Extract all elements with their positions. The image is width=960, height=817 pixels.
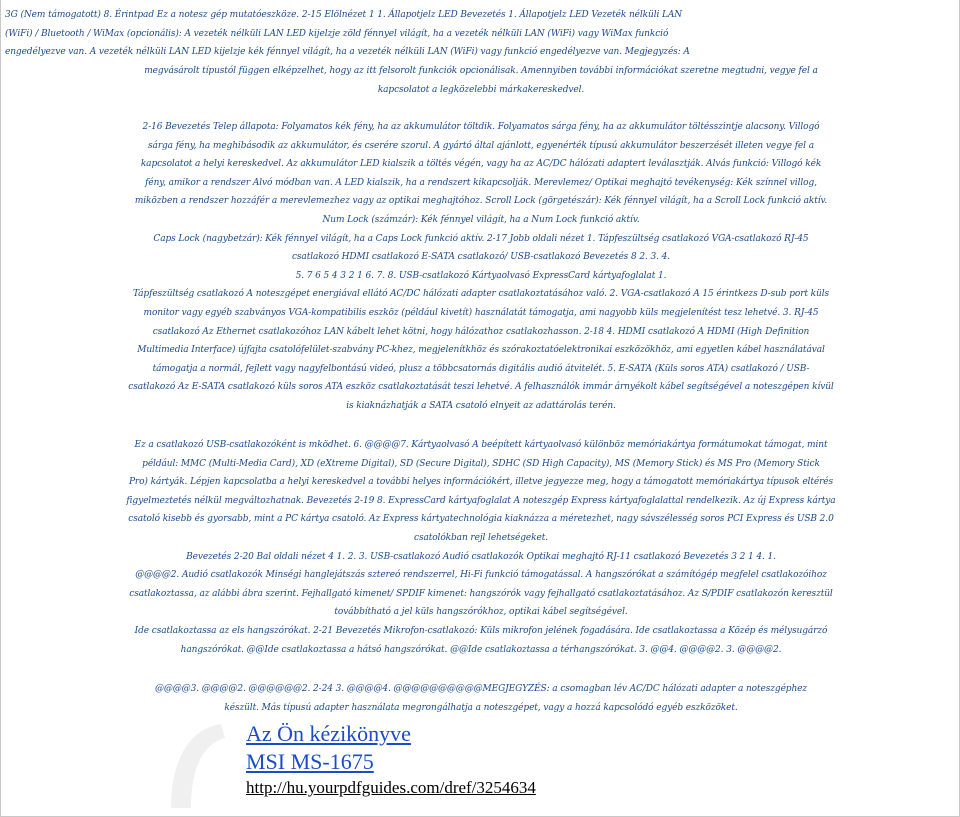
text-line: csatolókban rejl lehetségeket. (414, 532, 548, 543)
text-line: támogatja a normál, fejlett vagy nagyfelbontású videó, plusz a többcsatornás digitális audió átvitelét. 5. E-SATA (Küls soros ATA) csatlakozó / USB- (152, 363, 810, 374)
text-line: 3G (Nem támogatott) 8. Érintpad Ez a notesz gép mutatóeszköze. 2-15 Elölnézet 1 1. Állapotjelz LED Bevezetés 1. Állapotjelz LED Vezeték nélküli LAN (5, 10, 683, 20)
text-line: csatoló kisebb és gyorsabb, mint a PC kártya csatoló. Az Express kártyatechnológia kiaknázza a méretezhet, nagy sávszélesség soros PCI Express és USB 2.0 (128, 514, 834, 525)
text-line: figyelmeztetés nélkül megváltozhatnak. Bevezetés 2-19 8. ExpressCard kártyafoglalat A noteszgép Express kártyafoglalattal rendelkezik. Az új Express kártya (126, 495, 836, 506)
text-line: megvásárolt típustól függen elképzelhet, hogy az itt felsorolt funkciók opcionálisak. Amennyiben további információkat szeretne megtudni, vegye fel a (144, 66, 818, 76)
text-line: 5. 7 6 5 4 3 2 1 6. 7. 8. USB-csatlakozó Kártyaolvasó ExpressCard kártyafoglalat 1. (295, 270, 667, 281)
text-line: sárga fény, ha meghibásodik az akkumulátor, és cserére szorul. A gyártó által ajánlott, egyenérték típusú akkumulátor beszerzését illeten vegye fel a (148, 140, 814, 151)
text-line: is kiaknázhatják a SATA csatoló elnyeit az adattárolás terén. (346, 400, 616, 411)
text-line: csatlakozó Az Ethernet csatlakozóhoz LAN kábelt lehet kötni, hogy hálózathoz csatlakozhasson. 2-18 4. HDMI csatlakozó A HDMI (High Definition (152, 326, 810, 337)
manual-title-link[interactable]: Az Ön kézikönyve (246, 721, 411, 746)
text-line: Pro) kártyák. Lépjen kapcsolatba a helyi kereskedvel a további helyes információkért, illetve jegyezze meg, hogy a támogatott memóriakártya típusok eltérés (128, 477, 834, 488)
text-line: Ez a csatlakozó USB-csatlakozóként is mködhet. 6. @@@@7. Kártyaolvasó A beépített kártyaolvasó különböz memóriakártya formátumokat támogat, mint (134, 440, 828, 450)
text-line: hangszórókat. @@Ide csatlakoztassa a hátsó hangszórókat. @@Ide csatlakoztassa a térhangszórókat. 3. @@4. @@@@2. 3. @@@@2. (180, 644, 782, 655)
footer-links (246, 720, 536, 800)
paragraph-card-reader-audio (5, 436, 957, 659)
text-line: például: MMC (Multi-Media Card), XD (eXtreme Digital), SD (Secure Digital), SDHC (SD High Capacity), MS (Memory Stick) és MS Pro (Memory Stick (142, 458, 820, 469)
model-title-link[interactable]: MSI MS-1675 (246, 749, 374, 774)
text-line: miközben a rendszer hozzáfér a merevlemezhez vagy az optikai meghajtóhoz. Scroll Lock (görgetészár): Kék fénnyel világít, ha a Scroll Lock funkció aktív. (134, 196, 828, 207)
download-url-link[interactable]: http://hu.yourpdfguides.com/dref/3254634 (246, 778, 536, 797)
paragraph-battery-ports (5, 118, 957, 416)
text-line: Tápfeszültség csatlakozó A noteszgépet energiával ellátó AC/DC hálózati adapter csatlakoztatásához való. 2. VGA-csatlakozó A 15 érintkezs D-sub port küls (132, 289, 830, 300)
text-line: (WiFi) / Bluetooth / WiMax (opcionális): A vezeték nélküli LAN LED kijelzje zöld fénnyel világít, ha a vezeték nélküli LAN (WiFi) vagy WiMax funkció (5, 28, 669, 39)
text-line: továbbítható a jel küls hangszórókhoz, optikai kábel segítségével. (334, 607, 628, 618)
text-line: Caps Lock (nagybetzár): Kék fénnyel világít, ha a Caps Lock funkció aktív. 2-17 Jobb oldali nézet 1. Tápfeszültség csatlakozó VGA-csatlakozó RJ-45 (153, 233, 809, 244)
text-line: csatlakozó Az E-SATA csatlakozó küls soros ATA eszköz csatlakoztatását teszi lehetvé. A felhasználók immár árnyékolt kábel segítségével a noteszgépen kívül (128, 382, 834, 393)
text-line: Multimedia Interface) újfajta csatolófelület-szabvány PC-khez, megjelenítkhöz és szórakoztatóelektronikai eszközökhöz, ami egyetlen kábel használatával (137, 345, 825, 356)
text-line: Ide csatlakoztassa az els hangszórókat. 2-21 Bevezetés Mikrofon-csatlakozó: Küls mikrofon jelének fogadására. Ide csatlakoztassa a Közép és mélysugárzó (134, 625, 828, 636)
text-line: készült. Más típusú adapter használata megrongálhatja a noteszgépet, vagy a hozzá kapcsolódó egyéb eszközöket. (224, 702, 738, 713)
text-line: monitor vagy egyéb szabványos VGA-kompatibilis eszköz (például kivetít) használatát támogatja, ami nagyobb küls megjelenítést tesz lehetvé. 3. RJ-45 (143, 307, 819, 318)
text-line: Num Lock (számzár): Kék fénnyel világít, ha a Num Lock funkció aktív. (322, 214, 640, 225)
text-line: kapcsolatot a legközelebbi márkakereskedvel. (377, 84, 585, 95)
text-line: engedélyezve van. A vezeték nélküli LAN LED kijelzje kék fénnyel világít, ha a vezeték nélküli LAN (WiFi) vagy funkció engedélyezve van. Megjegyzés: A (5, 47, 690, 58)
text-line: csatlakoztassa, az alábbi ábra szerint. Fejhallgató kimenet/ SPDIF kimenet: hangszórók vagy fejhallgató csatlakoztatásához. Az S/PDIF csatlakozón keresztül (129, 588, 833, 599)
text-line: csatlakozó HDMI csatlakozó E-SATA csatlakozó/ USB-csatlakozó Bevezetés 8 2. 3. 4. (291, 252, 671, 263)
paragraph-note (5, 62, 957, 99)
text-line: fény, amikor a rendszer Alvó módban van. A LED kialszik, ha a rendszert kikapcsolják. Merevlemez/ Optikai meghajtó tevékenység: Kék színnel villog, (145, 177, 817, 188)
text-line: @@@@3. @@@@2. @@@@@@2. 2-24 3. @@@@4. @@@@@@@@@@MEGJEGYZÉS: a csomagban lév AC/DC hálózati adapter a noteszgéphez (154, 684, 808, 694)
text-line: @@@@2. Audió csatlakozók Minségi hanglejátszás sztereó rendszerrel, Hi-Fi funkció támogatással. A hangszórókat a számítógép megfelel csatlakozóihoz (135, 570, 827, 581)
text-line: Bevezetés 2-20 Bal oldali nézet 4 1. 2. 3. USB-csatlakozó Audió csatlakozók Optikai meghajtó RJ-11 csatlakozó Bevezetés 3 2 1 4. 1. (186, 551, 776, 562)
paragraph-adapter-warning (5, 680, 957, 717)
watermark-logo-icon (161, 718, 231, 814)
text-line: 2-16 Bevezetés Telep állapota: Folyamatos kék fény, ha az akkumulátor töltdik. Folyamatos sárga fény, ha az akkumulátor töltésszintje alacsony. Villogó (142, 122, 820, 132)
text-line: kapcsolatot a helyi kereskedvel. Az akkumulátor LED kialszik a töltés végén, vagy ha az AC/DC hálózati adaptert leválasztják. Alvás funkció: Villogó kék (140, 159, 822, 170)
paragraph-led-status (5, 6, 957, 62)
